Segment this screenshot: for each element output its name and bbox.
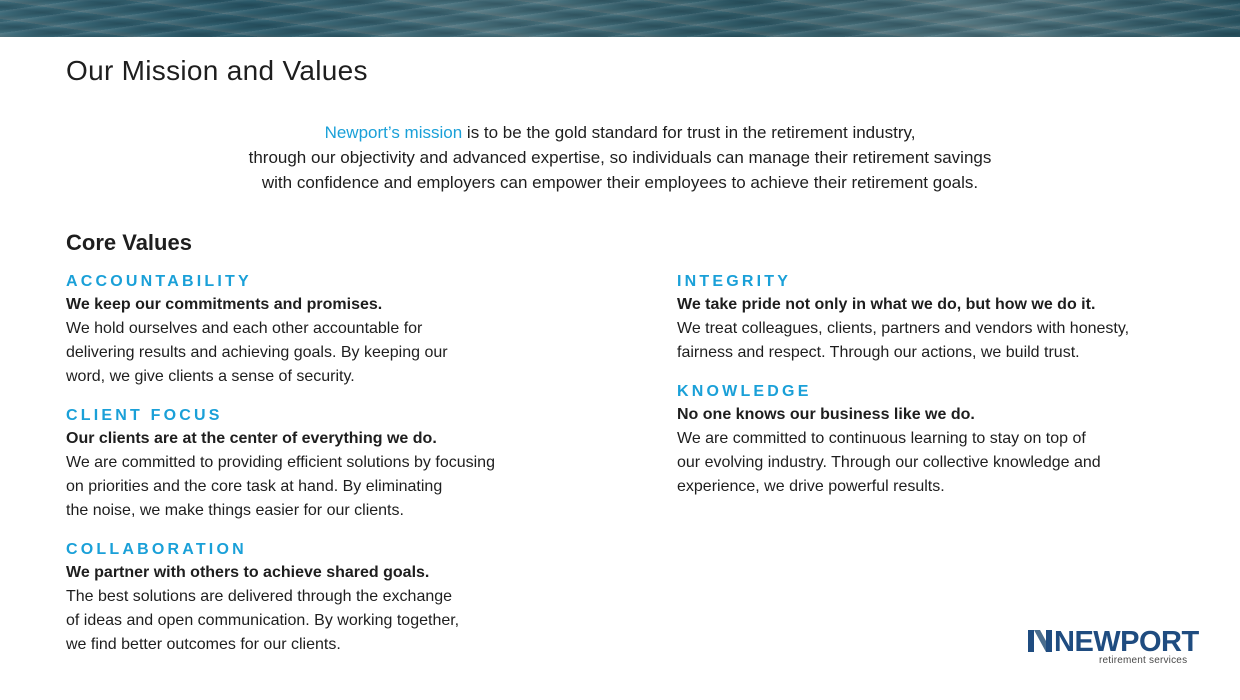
mission-lead: Newport’s mission [324,123,463,142]
value-body-line: We are committed to continuous learning to stay on top of [677,430,1086,447]
value-accountability [66,271,566,389]
value-integrity [677,271,1197,365]
value-tagline: We take pride not only in what we do, but how we do it. [677,296,1096,313]
logo-subtitle: retirement services [1099,655,1188,666]
value-body-line: The best solutions are delivered through the exchange [66,588,453,605]
page-title: Our Mission and Values [66,55,368,86]
core-values-heading: Core Values [66,230,192,255]
value-body-line: we find better outcomes for our clients. [66,636,341,653]
mission-line-2: through our objectivity and advanced expertise, so individuals can manage their retirement savings [248,148,992,167]
value-body-line: word, we give clients a sense of security. [66,368,355,385]
value-body-line: on priorities and the core task at hand. By eliminating [66,478,443,495]
value-knowledge [677,381,1197,499]
mission-line-1 [120,120,1120,145]
value-body-line: We treat colleagues, clients, partners and vendors with honesty, [677,320,1130,337]
value-tagline: We keep our commitments and promises. [66,296,383,313]
logo-wordmark: NEWPORT [1054,626,1199,658]
value-body-line: We hold ourselves and each other accountable for [66,320,423,337]
value-tagline: Our clients are at the center of everything we do. [66,430,437,447]
value-body-line: We are committed to providing efficient solutions by focusing [66,454,495,471]
mission-line-3: with confidence and employers can empower their employees to achieve their retirement goals. [261,173,979,192]
value-body-line: experience, we drive powerful results. [677,478,945,495]
mission-line-1-rest: is to be the gold standard for trust in the retirement industry, [462,123,916,142]
newport-mark-icon [1026,628,1054,654]
value-body-line: the noise, we make things easier for our clients. [66,502,404,519]
value-body-line: of ideas and open communication. By working together, [66,612,460,629]
value-title: COLLABORATION [66,541,247,558]
value-body-line: our evolving industry. Through our collective knowledge and [677,454,1101,471]
values-column-right [677,271,1197,515]
value-title: CLIENT FOCUS [66,407,223,424]
value-title: INTEGRITY [677,273,792,290]
value-body-line: fairness and respect. Through our actions, we build trust. [677,344,1080,361]
value-body-line: delivering results and achieving goals. By keeping our [66,344,448,361]
value-tagline: No one knows our business like we do. [677,406,975,423]
value-client-focus [66,405,566,523]
value-title: KNOWLEDGE [677,383,812,400]
value-title: ACCOUNTABILITY [66,273,252,290]
value-tagline: We partner with others to achieve shared goals. [66,564,430,581]
water-banner-image [0,0,1240,37]
values-column-left [66,271,566,673]
value-collaboration [66,539,566,657]
mission-statement [120,120,1120,195]
newport-logo [1026,626,1201,670]
